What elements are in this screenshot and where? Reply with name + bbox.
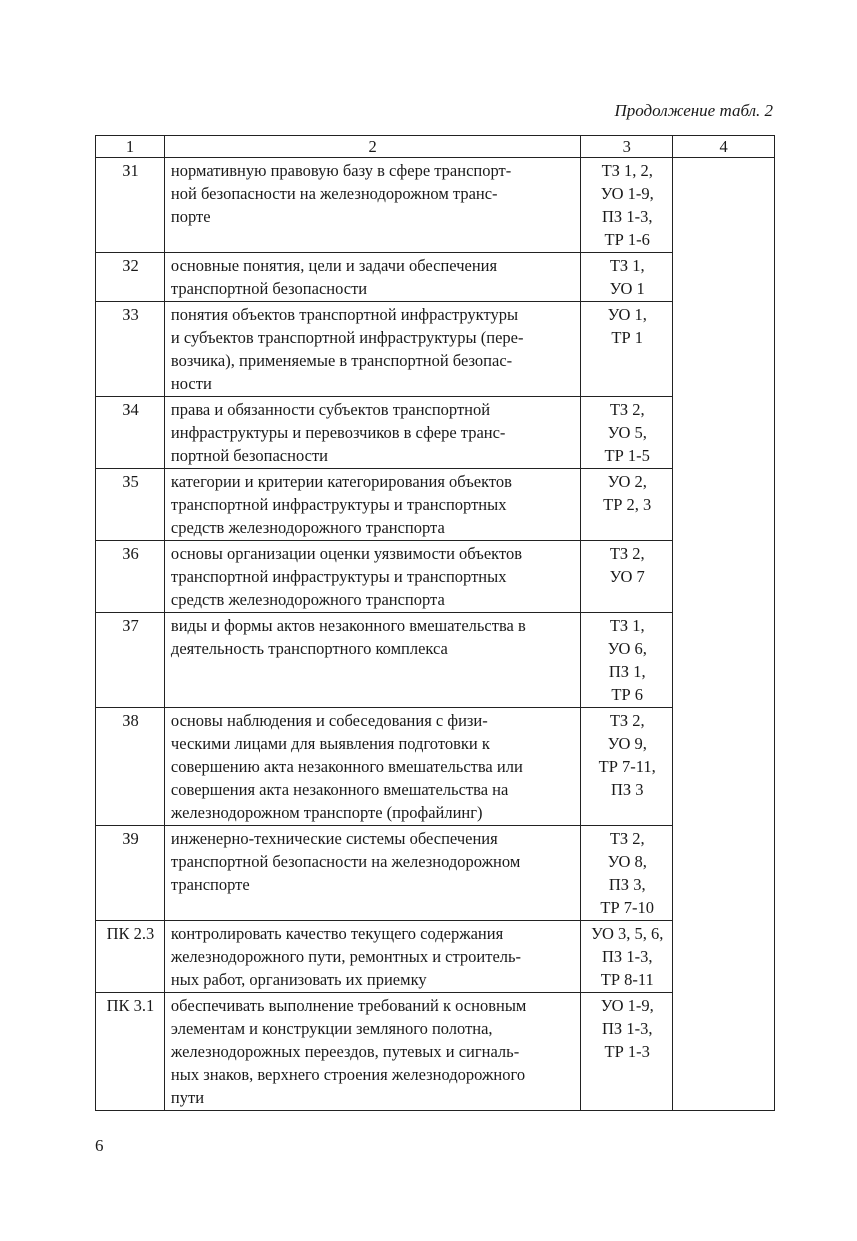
table-row	[96, 993, 775, 1111]
row-description: права и обязанности субъектов транспортной инфраструктуры и перевозчиков в сфере транс- портной безопасности	[164, 397, 580, 469]
row-code: ПК 2.3	[96, 921, 165, 993]
table-header-row	[96, 136, 775, 158]
row-description: виды и формы актов незаконного вмешательства в деятельность транспортного комплекса	[164, 613, 580, 708]
row-description: основы наблюдения и собеседования с физи- ческими лицами для выявления подготовки к совершению акта незаконного вмешательства или совершения акта незаконного вмешательства на железнодорожном транспорте (профайлинг)	[164, 708, 580, 826]
row-description: нормативную правовую базу в сфере транспорт- ной безопасности на железнодорожном транс- порте	[164, 158, 580, 253]
row-references: ТЗ 1, 2, УО 1-9, ПЗ 1-3, ТР 1-6	[581, 158, 673, 253]
row-references: УО 2, ТР 2, 3	[581, 469, 673, 541]
row-description: понятия объектов транспортной инфраструктуры и субъектов транспортной инфраструктуры (пере- возчика), применяемые в транспортной безопас- ности	[164, 302, 580, 397]
row-references: УО 3, 5, 6, ПЗ 1-3, ТР 8-11	[581, 921, 673, 993]
row-references: ТЗ 1, УО 1	[581, 253, 673, 302]
row-code: З3	[96, 302, 165, 397]
table-body	[96, 158, 775, 1111]
row-code: З8	[96, 708, 165, 826]
row-code: З7	[96, 613, 165, 708]
table-row	[96, 253, 775, 302]
row-references: УО 1-9, ПЗ 1-3, ТР 1-3	[581, 993, 673, 1111]
row-description: инженерно-технические системы обеспечения транспортной безопасности на железнодорожном транспорте	[164, 826, 580, 921]
page-number: 6	[95, 1136, 104, 1155]
row-code: З9	[96, 826, 165, 921]
row-code: З6	[96, 541, 165, 613]
row-references: ТЗ 2, УО 7	[581, 541, 673, 613]
table-row	[96, 302, 775, 397]
row-references: УО 1, ТР 1	[581, 302, 673, 397]
table-row	[96, 826, 775, 921]
row-description: основные понятия, цели и задачи обеспечения транспортной безопасности	[164, 253, 580, 302]
table-row	[96, 541, 775, 613]
table-row	[96, 613, 775, 708]
table-caption: Продолжение табл. 2	[614, 101, 773, 120]
column-header-3: 3	[581, 136, 673, 158]
row-description: категории и критерии категорирования объектов транспортной инфраструктуры и транспортных средств железнодорожного транспорта	[164, 469, 580, 541]
column-header-4: 4	[673, 136, 775, 158]
row-references: ТЗ 2, УО 9, ТР 7-11, ПЗ 3	[581, 708, 673, 826]
row-code: З2	[96, 253, 165, 302]
row-code: ПК 3.1	[96, 993, 165, 1111]
row-code: З1	[96, 158, 165, 253]
competency-table	[95, 135, 775, 1111]
table-row	[96, 469, 775, 541]
row-description: контролировать качество текущего содержания железнодорожного пути, ремонтных и строитель- ных работ, организовать их приемку	[164, 921, 580, 993]
row-references: ТЗ 1, УО 6, ПЗ 1, ТР 6	[581, 613, 673, 708]
row-code: З4	[96, 397, 165, 469]
row-code: З5	[96, 469, 165, 541]
row-description: обеспечивать выполнение требований к основным элементам и конструкции земляного полотна, железнодорожных переездов, путевых и сигналь- ных знаков, верхнего строения железнодорожного пути	[164, 993, 580, 1111]
row-references: ТЗ 2, УО 8, ПЗ 3, ТР 7-10	[581, 826, 673, 921]
row-description: основы организации оценки уязвимости объектов транспортной инфраструктуры и транспортных средств железнодорожного транспорта	[164, 541, 580, 613]
row-column-4	[673, 158, 775, 1111]
table-row	[96, 921, 775, 993]
table-row	[96, 397, 775, 469]
table-row	[96, 708, 775, 826]
column-header-2: 2	[164, 136, 580, 158]
column-header-1: 1	[96, 136, 165, 158]
row-references: ТЗ 2, УО 5, ТР 1-5	[581, 397, 673, 469]
table-row	[96, 158, 775, 253]
